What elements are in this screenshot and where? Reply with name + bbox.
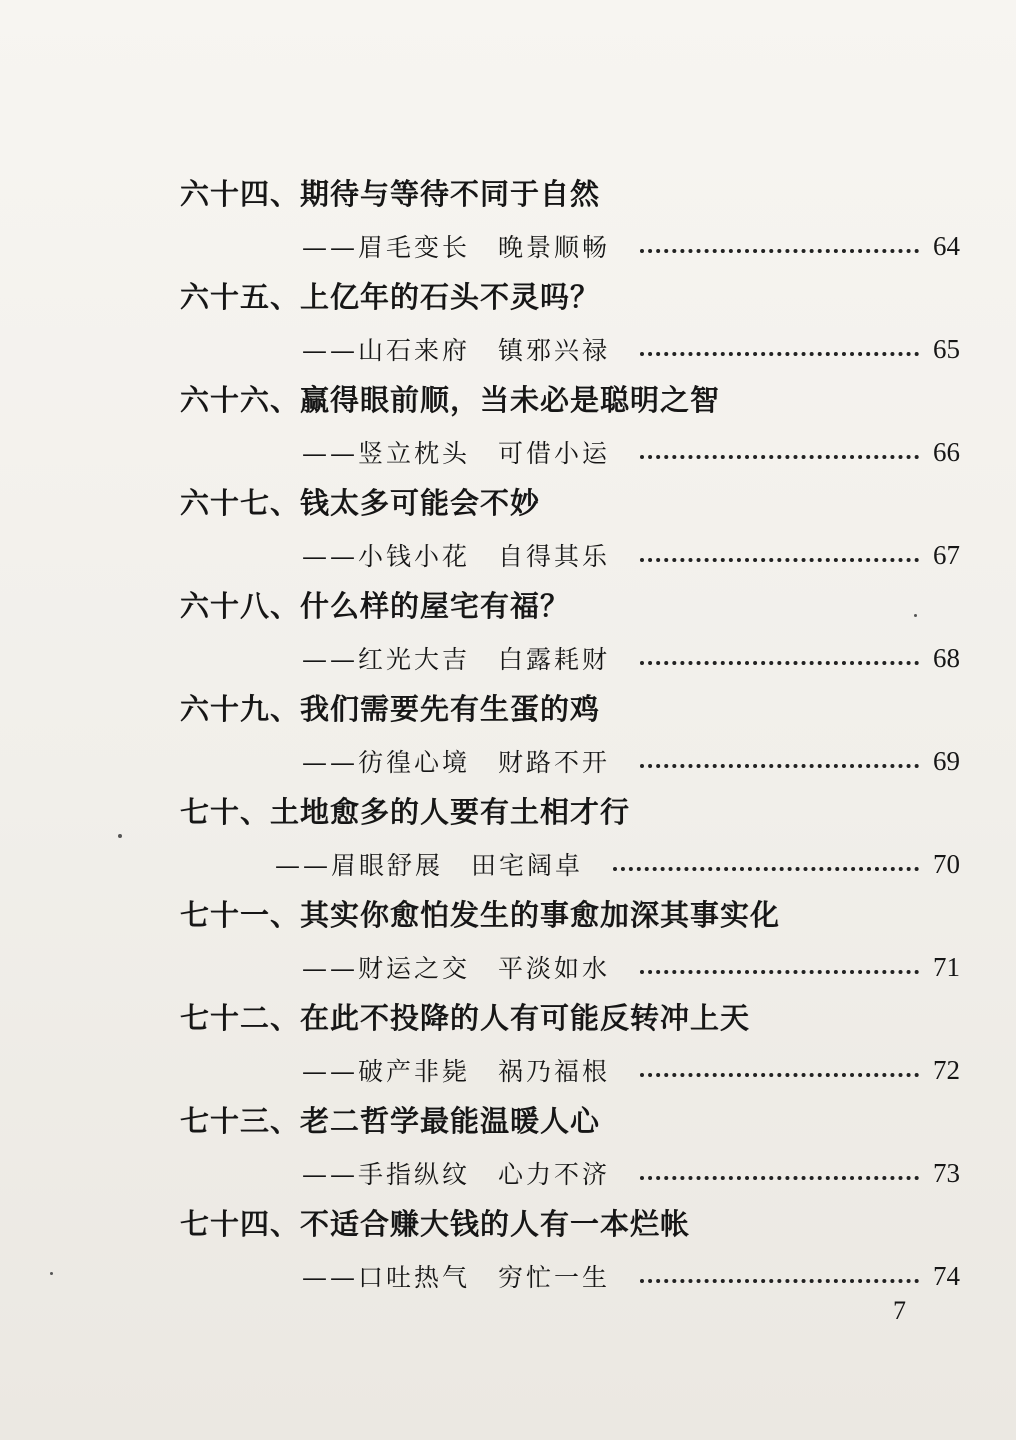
entry-subtitle: ——彷徨心境 财路不开 [302,748,611,777]
paper-speck [118,834,122,838]
dot-leader [640,764,919,768]
paper-speck [914,614,917,617]
page-number: 69 [933,745,960,776]
entry-subtitle-line [302,1151,960,1195]
entry-title: 六十七、钱太多可能会不妙 [180,486,541,520]
entry-subtitle-line [275,842,960,886]
toc-entry [180,893,960,996]
dot-leader [640,558,919,562]
entry-subtitle-line [302,533,960,577]
entry-subtitle: ——眉毛变长 晚景顺畅 [302,233,611,262]
entry-title: 七十三、老二哲学最能温暖人心 [180,1104,601,1138]
entry-subtitle: ——小钱小花 自得其乐 [302,542,611,571]
entry-title: 七十一、其实你愈怕发生的事愈加深其事实化 [180,898,781,932]
page-number: 72 [933,1054,960,1085]
entry-subtitle: ——红光大吉 白露耗财 [302,645,611,674]
page-number: 74 [933,1260,960,1291]
entry-subtitle-line [302,224,960,268]
toc-entry [180,172,960,275]
entry-subtitle-line [302,945,960,989]
entry-subtitle: ——山石来府 镇邪兴禄 [302,336,611,365]
entry-title: 六十六、赢得眼前顺，当未必是聪明之智 [180,383,721,417]
dot-leader [640,1279,919,1283]
toc-entry [180,1202,960,1305]
entry-title: 七十、土地愈多的人要有土相才行 [180,795,631,829]
page-number: 68 [933,642,960,673]
toc-entry [180,1099,960,1202]
folio-page-number: 7 [893,1296,906,1325]
page-number: 70 [933,848,960,879]
entry-subtitle-line [302,636,960,680]
dot-leader [640,455,919,459]
entry-subtitle: ——手指纵纹 心力不济 [302,1160,611,1189]
toc-entry [180,378,960,481]
page-number: 65 [933,333,960,364]
entry-title: 六十八、什么样的屋宅有福？ [180,589,571,623]
entry-subtitle: ——竖立枕头 可借小运 [302,439,611,468]
dot-leader [640,1176,919,1180]
dot-leader [640,1073,919,1077]
entry-subtitle-line [302,739,960,783]
entry-subtitle: ——眉眼舒展 田宅阔卓 [275,851,584,880]
page-number: 71 [933,951,960,982]
toc-entry [180,275,960,378]
entry-title: 六十九、我们需要先有生蛋的鸡 [180,692,601,726]
dot-leader [640,970,919,974]
toc-entry [180,790,960,893]
table-of-contents [180,172,960,1305]
entry-subtitle-line [302,327,960,371]
toc-entry [180,996,960,1099]
entry-subtitle: ——破产非毙 祸乃福根 [302,1057,611,1086]
page-number: 66 [933,436,960,467]
toc-entry [180,687,960,790]
dot-leader [640,249,919,253]
toc-entry [180,481,960,584]
entry-subtitle-line [302,1254,960,1298]
toc-entry [180,584,960,687]
entry-title: 七十二、在此不投降的人有可能反转冲上天 [180,1001,751,1035]
page-number: 73 [933,1157,960,1188]
entry-title: 六十五、上亿年的石头不灵吗？ [180,280,601,314]
page-number: 64 [933,230,960,261]
dot-leader [640,661,919,665]
dot-leader [640,352,919,356]
entry-subtitle-line [302,1048,960,1092]
entry-subtitle: ——财运之交 平淡如水 [302,954,611,983]
entry-title: 七十四、不适合赚大钱的人有一本烂帐 [180,1207,691,1241]
entry-subtitle: ——口吐热气 穷忙一生 [302,1263,611,1292]
page-number: 67 [933,539,960,570]
dot-leader [613,867,919,871]
entry-subtitle-line [302,430,960,474]
paper-speck [50,1272,53,1275]
entry-title: 六十四、期待与等待不同于自然 [180,177,601,211]
